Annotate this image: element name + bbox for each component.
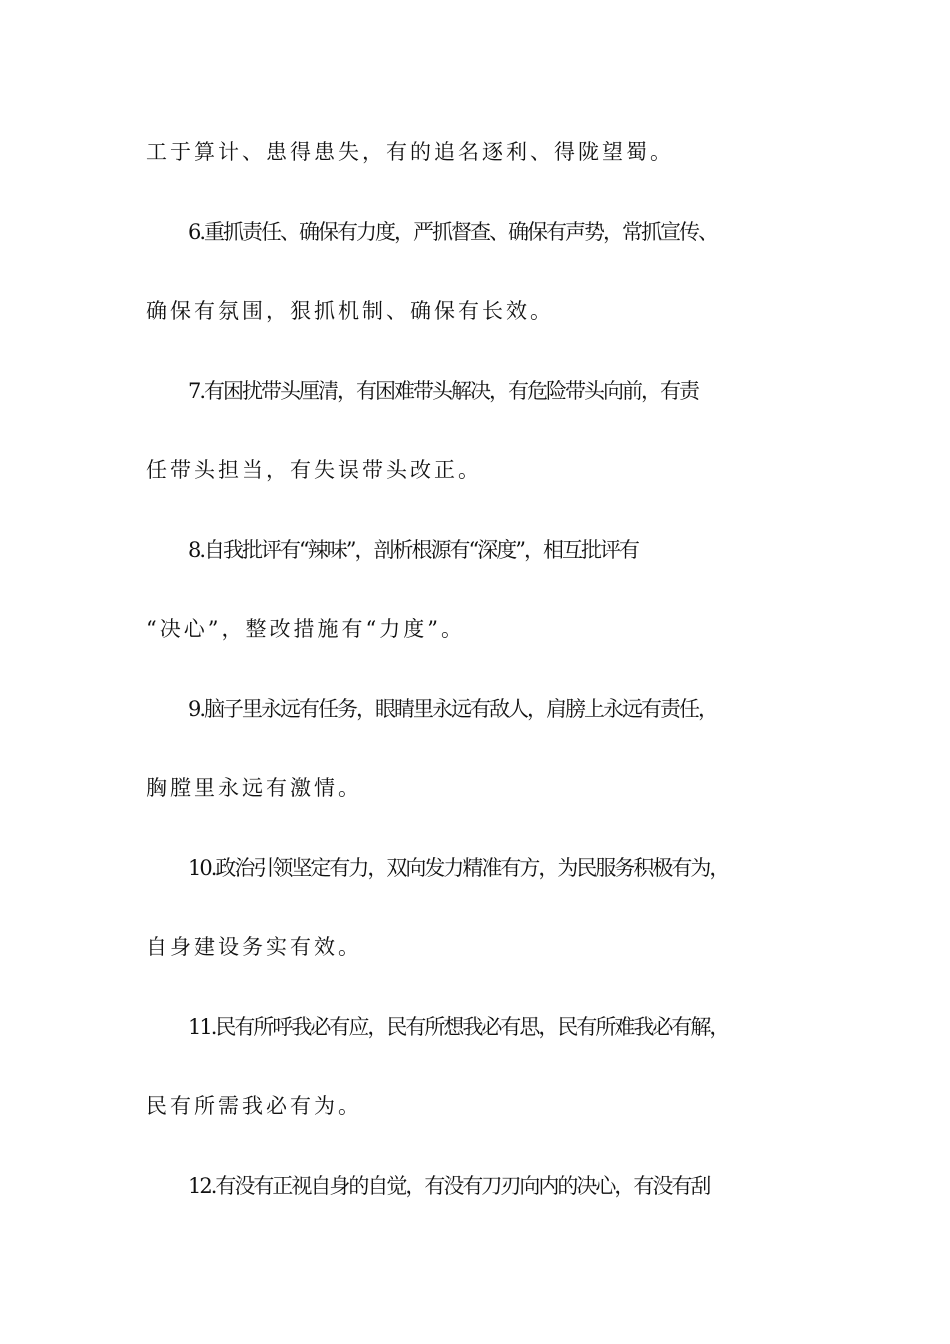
paragraph-9-line-1: 9.脑子里永远有任务，眼睛里永远有敌人，肩膀上永远有责任，	[188, 697, 718, 721]
paragraph-6-line-2: 确保有氛围，狠抓机制、确保有长效。	[146, 299, 554, 323]
paragraph-7-line-1: 7.有困扰带头厘清，有困难带头解决，有危险带头向前，有责	[188, 379, 699, 403]
paragraph-11-line-1: 11.民有所呼我必有应，民有所想我必有思，民有所难我必有解，	[188, 1015, 729, 1039]
paragraph-10-line-1: 10.政治引领坚定有力，双向发力精准有方，为民服务积极有为，	[188, 856, 729, 880]
paragraph-11-line-2: 民有所需我必有为。	[146, 1094, 362, 1118]
paragraph-6-line-1: 6.重抓责任、确保有力度，严抓督查、确保有声势，常抓宣传、	[188, 220, 718, 244]
paragraph-5-line-2: 工于算计、患得患失，有的追名逐利、得陇望蜀。	[146, 140, 674, 164]
paragraph-9-line-2: 胸膛里永远有激情。	[146, 776, 362, 800]
paragraph-12-line-1: 12.有没有正视自身的自觉，有没有刀刃向内的决心，有没有刮	[188, 1174, 710, 1198]
paragraph-7-line-2: 任带头担当，有失误带头改正。	[146, 458, 482, 482]
paragraph-8-line-1: 8.自我批评有“辣味”，剖析根源有“深度”，相互批评有	[188, 538, 638, 562]
paragraph-10-line-2: 自身建设务实有效。	[146, 935, 362, 959]
paragraph-8-line-2: “决心”，整改措施有“力度”。	[146, 617, 465, 641]
